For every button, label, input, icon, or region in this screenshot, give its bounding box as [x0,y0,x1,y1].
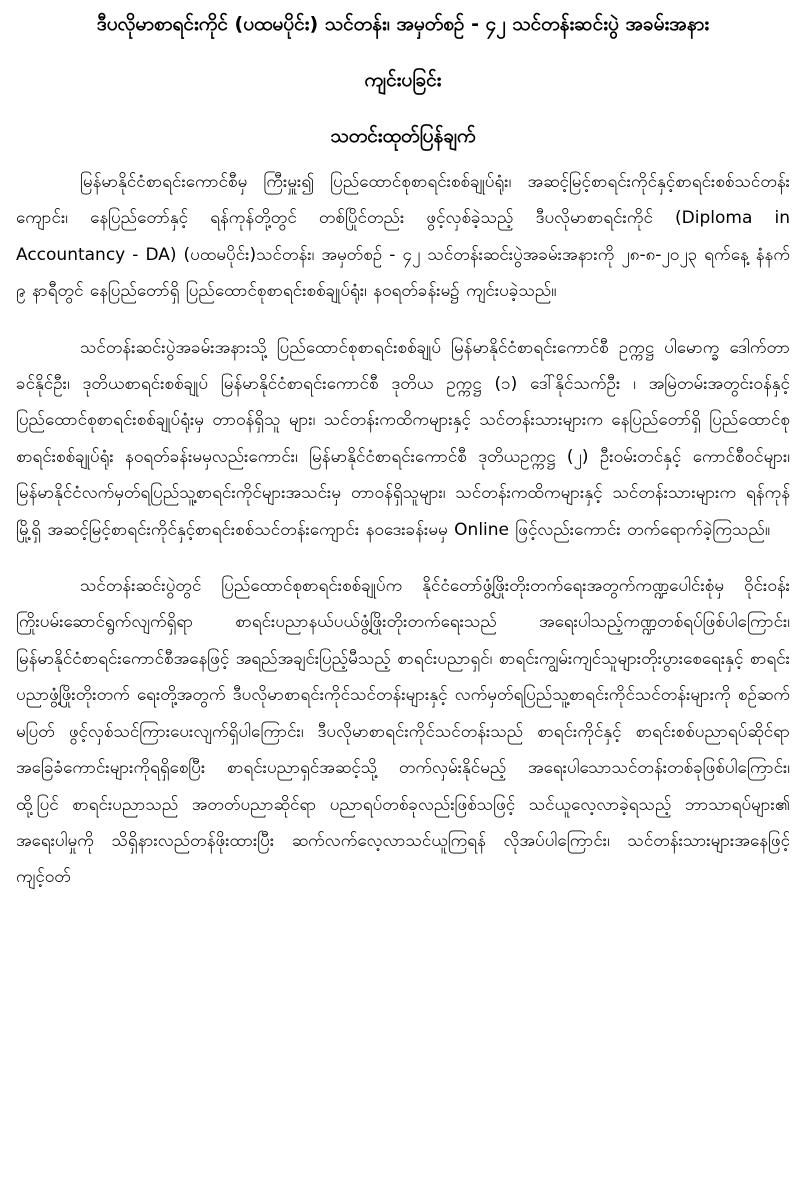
body-paragraph-3: သင်တန်းဆင်းပွဲတွင် ပြည်ထောင်စုစာရင်းစစ်ချုပ်က နိုင်ငံတော်ဖွံ့ဖြိုးတိုးတက်ရေးအတွက်ကဏ္ဍပေါင်းစုံမှ ဝိုင်းဝန်းကြိုးပမ်းဆောင်ရွက်လျက်ရှိရာ စာရင်းပညာနယ်ပယ်ဖွံ့ဖြိုးတိုးတက်ရေးသည် အရေးပါသည့်ကဏ္ဍတစ်ရပ်ဖြစ်ပါကြောင်း၊ မြန်မာနိုင်ငံစာရင်းကောင်စီအနေဖြင့် အရည်အချင်းပြည့်မီသည့် စာရင်းပညာရှင်၊ စာရင်းကျွမ်းကျင်သူများတိုးပွားစေရေးနှင့် စာရင်းပညာဖွံ့ဖြိုးတိုးတက် ရေးတို့အတွက် ဒီပလိုမာစာရင်းကိုင်သင်တန်းများနှင့် လက်မှတ်ရပြည်သူ့စာရင်းကိုင်သင်တန်းများကို စဉ်ဆက်မပြတ် ဖွင့်လှစ်သင်ကြားပေးလျက်ရှိပါကြောင်း၊ ဒီပလိုမာစာရင်းကိုင်သင်တန်းသည် စာရင်းကိုင်နှင့် စာရင်းစစ်ပညာရပ်ဆိုင်ရာ အခြေခံကောင်းများကိုရရှိစေပြီး စာရင်းပညာရှင်အဆင့်သို့ တက်လှမ်းနိုင်မည့် အရေးပါသောသင်တန်းတစ်ခုဖြစ်ပါကြောင်း၊ ထို့ပြင် စာရင်းပညာသည် အတတ်ပညာဆိုင်ရာ ပညာရပ်တစ်ခုလည်းဖြစ်သဖြင့် သင်ယူလေ့လာခဲ့ရသည့် ဘာသာရပ်များ၏ အရေးပါမှုကို သိရှိနားလည်တန်ဖိုးထားပြီး ဆက်လက်လေ့လာသင်ယူကြရန် လိုအပ်ပါကြောင်း၊ သင်တန်းသားများအနေဖြင့် ကျင့်ဝတ် [16,576,790,888]
document-heading-line-1: ဒီပလိုမာစာရင်းကိုင် (ပထမပိုင်း) သင်တန်း၊ အမှတ်စဉ် - ၄၂ သင်တန်းဆင်းပွဲ အခမ်းအနား [96,13,710,35]
document-heading-line-2: ကျင်းပခြင်း [364,69,442,91]
body-paragraph-2: သင်တန်းဆင်းပွဲအခမ်းအနားသို့ ပြည်ထောင်စုစာရင်းစစ်ချုပ် မြန်မာနိုင်ငံစာရင်းကောင်စီ ဥက္ကဋ္ဌ ပါမောက္ခ ဒေါက်တာ ခင်နိုင်ဦး၊ ဒုတိယစာရင်းစစ်ချုပ် မြန်မာနိုင်ငံစာရင်းကောင်စီ ဒုတိယ ဥက္ကဋ္ဌ (၁) ဒေါ်နိုင်သက်ဦး ၊ အမြဲတမ်းအတွင်းဝန်နှင့် ပြည်ထောင်စုစာရင်းစစ်ချုပ်ရုံးမှ တာဝန်ရှိသူ များ၊ သင်တန်းကထိကများနှင့် သင်တန်းသားများက နေပြည်တော်ရှိ ပြည်ထောင်စုစာရင်းစစ်ချုပ်ရုံး နဝရတ်ခန်းမမှလည်းကောင်း၊ မြန်မာနိုင်ငံစာရင်းကောင်စီ ဒုတိယဥက္ကဋ္ဌ (၂) ဦးဝမ်းတင်နှင့် ကောင်စီဝင်များ၊ မြန်မာနိုင်ငံလက်မှတ်ရပြည်သူ့စာရင်းကိုင်များအသင်းမှ တာဝန်ရှိသူများ၊ သင်တန်းကထိကများနှင့် သင်တန်းသားများက ရန်ကုန်မြို့ရှိ အဆင့်မြင့်စာရင်းကိုင်နှင့်စာရင်းစစ်သင်တန်းကျောင်း နဝဒေးခန်းမမှ Online ဖြင့်လည်းကောင်း တက်ရောက်ခဲ့ကြသည်။ [16,337,790,540]
document-subheading: သတင်းထုတ်ပြန်ချက် [330,125,476,147]
body-paragraph-1: မြန်မာနိုင်ငံစာရင်းကောင်စီမှ ကြီးမှူး၍ ပြည်ထောင်စုစာရင်းစစ်ချုပ်ရုံး၊ အဆင့်မြင့်စာရင်းကိုင်နှင့်စာရင်းစစ်သင်တန်းကျောင်း၊ နေပြည်တော်နှင့် ရန်ကုန်တို့တွင် တစ်ပြိုင်တည်း ဖွင့်လှစ်ခဲ့သည့် ဒီပလိုမာစာရင်းကိုင် (Diploma in Accountancy - DA) (ပထမပိုင်း)သင်တန်း၊ အမှတ်စဉ် - ၄၂ သင်တန်းဆင်းပွဲအခမ်းအနားကို ၂၈-၈-၂၀၂၃ ရက်နေ့ နံနက် ၉ နာရီတွင် နေပြည်တော်ရှိ ပြည်ထောင်စုစာရင်းစစ်ချုပ်ရုံး၊ နဝရတ်ခန်းမ၌ ကျင်းပခဲ့သည်။ [16,172,790,302]
